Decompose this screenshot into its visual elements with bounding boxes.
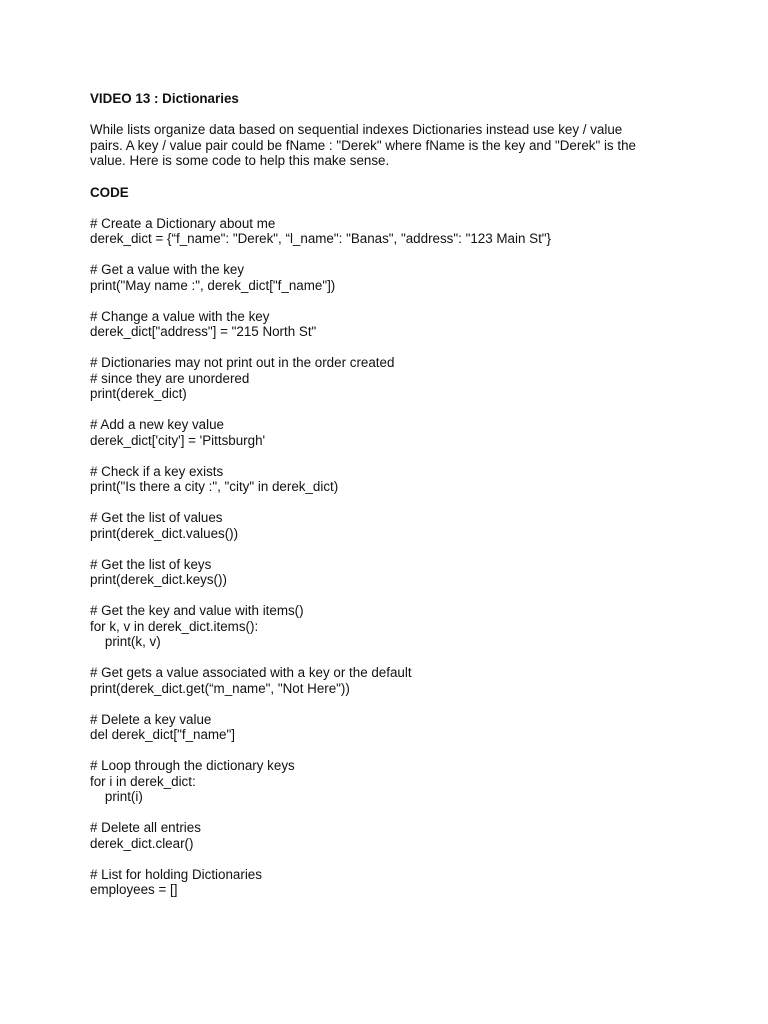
code-line: del derek_dict["f_name"] <box>90 727 235 742</box>
code-comment: # Delete a key value <box>90 711 212 727</box>
code-line: for i in derek_dict: <box>90 773 196 789</box>
code-comment: # Dictionaries may not print out in the order created <box>90 355 395 370</box>
code-line: derek_dict = {“f_name": "Derek", “l_name": "Banas", "address": "123 Main St"} <box>90 231 552 246</box>
code-line: print("May name :", derek_dict["f_name"]) <box>90 277 336 293</box>
code-comment: # Get the key and value with items() <box>90 603 304 618</box>
code-snippet <box>90 603 690 650</box>
code-snippet <box>90 712 690 743</box>
code-snippet <box>90 262 690 293</box>
code-snippet <box>90 665 690 696</box>
code-comment: # List for holding Dictionaries <box>90 866 262 882</box>
code-comment: # Change a value with the key <box>90 308 270 324</box>
code-line: derek_dict['city'] = 'Pittsburgh' <box>90 432 266 448</box>
code-snippet <box>90 510 690 541</box>
code-snippet <box>90 417 690 448</box>
code-snippet <box>90 758 690 805</box>
code-line: print(derek_dict.get(“m_name", "Not Here")) <box>90 680 350 696</box>
code-comment: # Add a new key value <box>90 417 224 432</box>
code-comment: # Check if a key exists <box>90 463 224 479</box>
code-snippet <box>90 355 690 402</box>
code-line: print(derek_dict.values()) <box>90 525 239 541</box>
code-snippet <box>90 557 690 588</box>
code-comment: # Get the list of values <box>90 510 223 525</box>
code-line: print(derek_dict) <box>90 386 187 401</box>
code-snippet <box>90 216 690 247</box>
code-comment: # Get the list of keys <box>90 556 212 572</box>
code-comment: # Get a value with the key <box>90 262 245 277</box>
code-comment: # Loop through the dictionary keys <box>90 758 295 773</box>
document-page <box>90 91 690 913</box>
code-comment: # Get gets a value associated with a key or the default <box>90 665 412 680</box>
intro-line: pairs. A key / value pair could be fName : "Derek" where fName is the key and "Derek" is the <box>90 137 636 153</box>
document-title: VIDEO 13 : Dictionaries <box>90 91 239 106</box>
intro-paragraph <box>90 122 690 169</box>
code-comment: # Create a Dictionary about me <box>90 215 276 231</box>
code-heading: CODE <box>90 184 129 200</box>
code-comment: # since they are unordered <box>90 370 250 386</box>
code-snippet <box>90 820 690 851</box>
code-line: for k, v in derek_dict.items(): <box>90 618 259 634</box>
code-line: employees = [] <box>90 882 178 897</box>
code-line: derek_dict["address"] = "215 North St" <box>90 324 317 339</box>
code-block <box>90 216 690 898</box>
intro-line: While lists organize data based on sequential indexes Dictionaries instead use key / value <box>90 122 623 137</box>
code-snippet <box>90 867 690 898</box>
code-line: print(k, v) <box>90 634 161 649</box>
code-line: print(i) <box>90 789 143 804</box>
code-line: print("Is there a city :", "city" in derek_dict) <box>90 479 339 494</box>
code-line: print(derek_dict.keys()) <box>90 572 227 587</box>
intro-line: value. Here is some code to help this make sense. <box>90 153 390 168</box>
code-snippet <box>90 464 690 495</box>
code-snippet <box>90 309 690 340</box>
code-line: derek_dict.clear() <box>90 835 194 851</box>
code-comment: # Delete all entries <box>90 820 201 835</box>
